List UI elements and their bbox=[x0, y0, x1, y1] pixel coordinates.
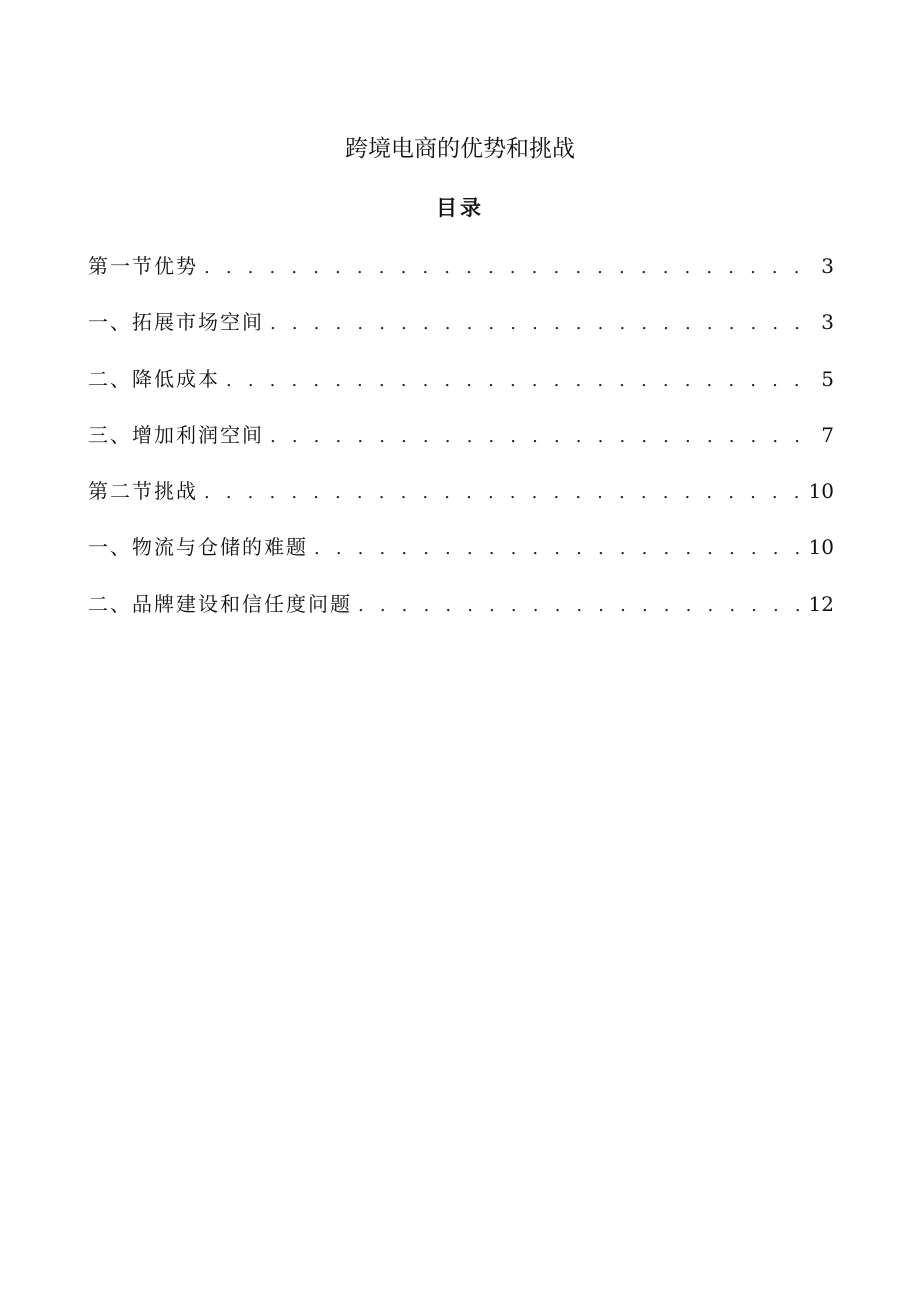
toc-entry-label: 二、降低成本 bbox=[88, 366, 220, 391]
toc-entry-page: 5 bbox=[821, 366, 834, 391]
toc-dot-leader bbox=[358, 595, 805, 616]
toc-entry-label: 第二节挑战 bbox=[88, 479, 198, 504]
toc-entry-page: 10 bbox=[808, 535, 834, 560]
toc-entry-market-space[interactable] bbox=[88, 306, 834, 362]
toc-entry-label: 一、物流与仓储的难题 bbox=[88, 535, 308, 560]
toc-entry-profit-space[interactable] bbox=[88, 419, 834, 475]
toc-entry-reduce-cost[interactable] bbox=[88, 363, 834, 419]
toc-entry-page: 3 bbox=[821, 310, 834, 335]
toc-dot-leader bbox=[204, 482, 805, 503]
toc-entry-label: 第一节优势 bbox=[88, 254, 198, 278]
toc-entry-page: 3 bbox=[821, 254, 834, 278]
toc-entry-label: 二、品牌建设和信任度问题 bbox=[88, 591, 352, 616]
toc-entry-page: 7 bbox=[821, 422, 834, 447]
toc-entry-brand-trust[interactable] bbox=[88, 588, 834, 644]
toc-dot-leader bbox=[270, 313, 817, 334]
toc-dot-leader bbox=[204, 257, 817, 278]
toc-entry-section-1[interactable] bbox=[88, 250, 834, 306]
toc-dot-leader bbox=[270, 426, 817, 447]
toc-entry-page: 10 bbox=[808, 479, 834, 504]
table-of-contents bbox=[88, 250, 834, 644]
toc-entry-label: 三、增加利润空间 bbox=[88, 422, 264, 447]
document-title: 跨境电商的优势和挑战 bbox=[345, 136, 575, 162]
toc-dot-leader bbox=[314, 538, 805, 559]
toc-entry-section-2[interactable] bbox=[88, 475, 834, 531]
toc-entry-logistics[interactable] bbox=[88, 531, 834, 587]
toc-entry-page: 12 bbox=[808, 591, 834, 616]
toc-heading: 目录 bbox=[436, 195, 484, 220]
toc-dot-leader bbox=[226, 370, 817, 391]
toc-entry-label: 一、拓展市场空间 bbox=[88, 310, 264, 335]
